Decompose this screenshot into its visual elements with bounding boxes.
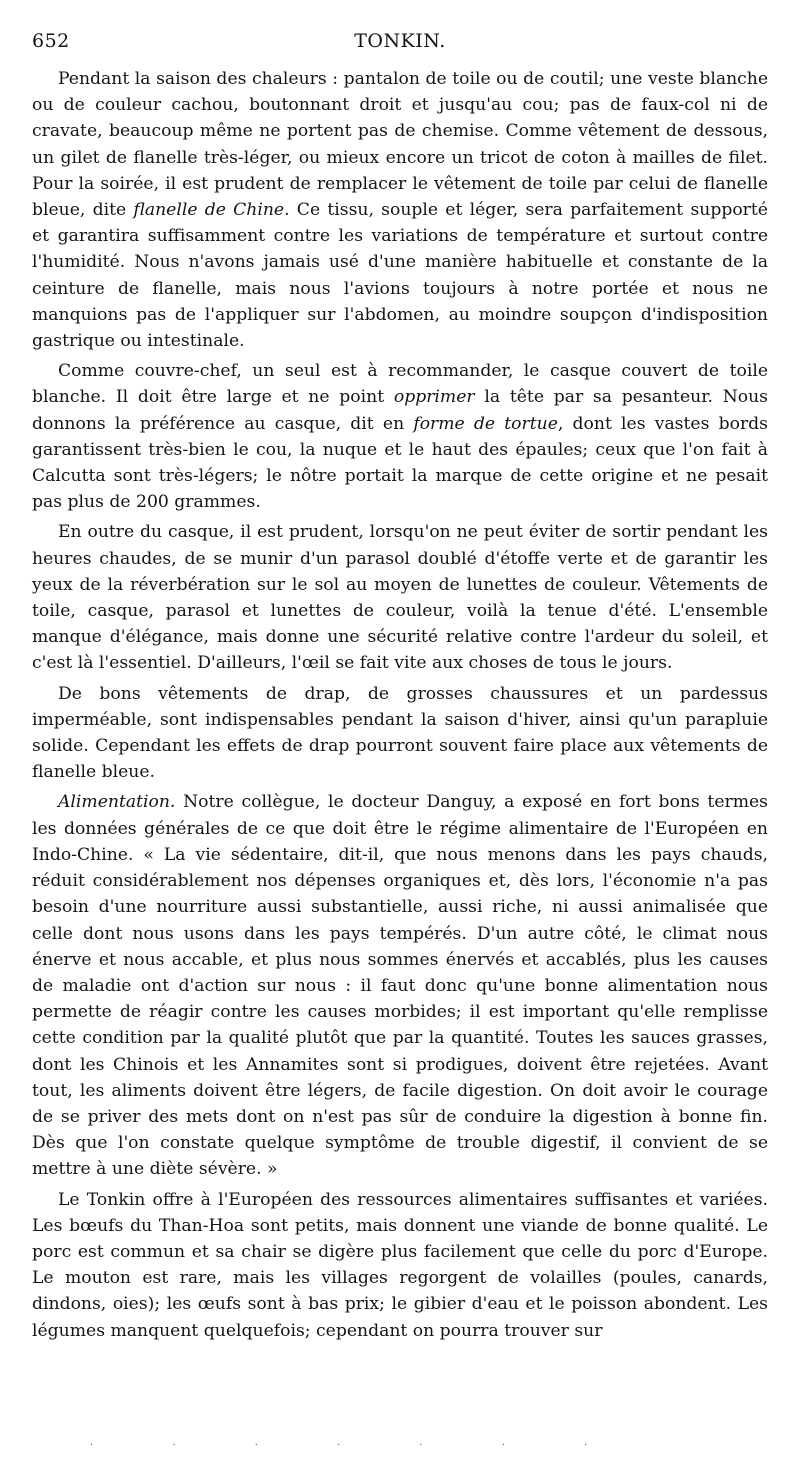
paragraph [32, 789, 768, 1182]
page-header [32, 30, 768, 58]
text-run: Pendant la saison des chaleurs : pantalon de toile ou de coutil; une veste blanche ou de couleur cachou, boutonnant droit et jusqu'au cou; pas de faux-col ni de cravate, beaucoup même ne portent pas de chemise. Comme vêtement de dessous, un gilet de flanelle très-léger, ou mieux encore un tricot de coton à mailles de filet. Pour la soirée, il est prudent de remplacer le vêtement de toile par celui de flanelle bleue, dite [32, 69, 768, 221]
book-page [32, 30, 768, 1348]
paragraph [32, 681, 768, 786]
italic-text: Alimentation. [58, 792, 176, 813]
italic-text: forme de tortue [413, 413, 558, 434]
page-body [32, 66, 768, 1344]
running-title: TONKIN. [354, 30, 446, 52]
paragraph [32, 1187, 768, 1344]
paragraph [32, 358, 768, 515]
page-number: 652 [32, 30, 70, 52]
italic-text: flanelle de Chine [133, 200, 285, 221]
italic-text: opprimer [393, 387, 475, 408]
text-run: . Ce tissu, souple et léger, sera parfaitement supporté et garantira suffisamment contre les variations de température et surtout contre l'humidité. Nous n'avons jamais usé d'une manière habituelle et constante de la ceinture de flanelle, mais nous l'avions toujours à notre portée et nous ne manquions pas de l'appliquer sur l'abdomen, au moindre soupçon d'indisposition gastrique ou intestinale. [32, 200, 768, 352]
paragraph [32, 519, 768, 676]
text-run: En outre du casque, il est prudent, lorsqu'on ne peut éviter de sortir pendant les heures chaudes, de se munir d'un parasol doublé d'étoffe verte et de garantir les yeux de la réverbération sur le sol au moyen de lunettes de couleur. Vêtements de toile, casque, parasol et lunettes de couleur, voilà la tenue d'été. L'ensemble manque d'élégance, mais donne une sécurité relative contre l'ardeur du soleil, et c'est là l'essentiel. D'ailleurs, l'œil se fait vite aux choses de tous le jours. [32, 522, 768, 674]
text-run: De bons vêtements de drap, de grosses chaussures et un pardessus imperméable, sont indispensables pendant la saison d'hiver, ainsi qu'un parapluie solide. Cependant les effets de drap pourront souvent faire place aux vêtements de flanelle bleue. [32, 683, 768, 783]
text-run: Comme couvre-chef, un seul est à recommander, le casque couvert de toile blanche. Il doit être large et ne point [32, 361, 768, 408]
scan-specks: · · · · · · · [90, 1440, 626, 1451]
paragraph [32, 66, 768, 354]
text-run: , dont les vastes bords garantissent très-bien le cou, la nuque et le haut des épaules; ceux que l'on fait à Calcutta sont très-légers; le nôtre portait la marque de cette origine et ne pesait pas plus de 200 grammes. [32, 413, 768, 513]
text-run: la tête par sa pesanteur. Nous donnons la préférence au casque, dit en [32, 387, 768, 434]
text-run: Notre collègue, le docteur Danguy, a exposé en fort bons termes les données générales de ce que doit être le régime alimentaire de l'Européen en Indo-Chine. « La vie sédentaire, dit-il, que nous menons dans les pays chauds, réduit considérablement nos dépenses organiques et, dès lors, l'économie n'a pas besoin d'une nourriture aussi substantielle, aussi riche, ni aussi animalisée que celle dont nous usons dans les pays tempérés. D'un autre côté, le climat nous énerve et nous accable, et plus nous sommes énervés et accablés, plus les causes de maladie ont d'action sur nous : il faut donc qu'une bonne alimentation nous permette de réagir contre les causes morbides; il est important qu'elle remplisse cette condition par la qualité plutôt que par la quantité. Toutes les sauces grasses, dont les Chinois et les Annamites sont si prodigues, doivent être rejetées. Avant tout, les aliments doivent être légers, de facile digestion. On doit avoir le courage de se priver des mets dont on n'est pas sûr de conduire la digestion à bonne fin. Dès que l'on constate quelque symptôme de trouble digestif, il convient de se mettre à une diète sévère. » [32, 792, 768, 1180]
text-run: Le Tonkin offre à l'Européen des ressources alimentaires suffisantes et variées. Les bœufs du Than-Hoa sont petits, mais donnent une viande de bonne qualité. Le porc est commun et sa chair se digère plus facilement que celle du porc d'Europe. Le mouton est rare, mais les villages regorgent de volailles (poules, canards, dindons, oies); les œufs sont à bas prix; le gibier d'eau et le poisson abondent. Les légumes manquent quelquefois; cependant on pourra trouver sur [32, 1189, 768, 1341]
